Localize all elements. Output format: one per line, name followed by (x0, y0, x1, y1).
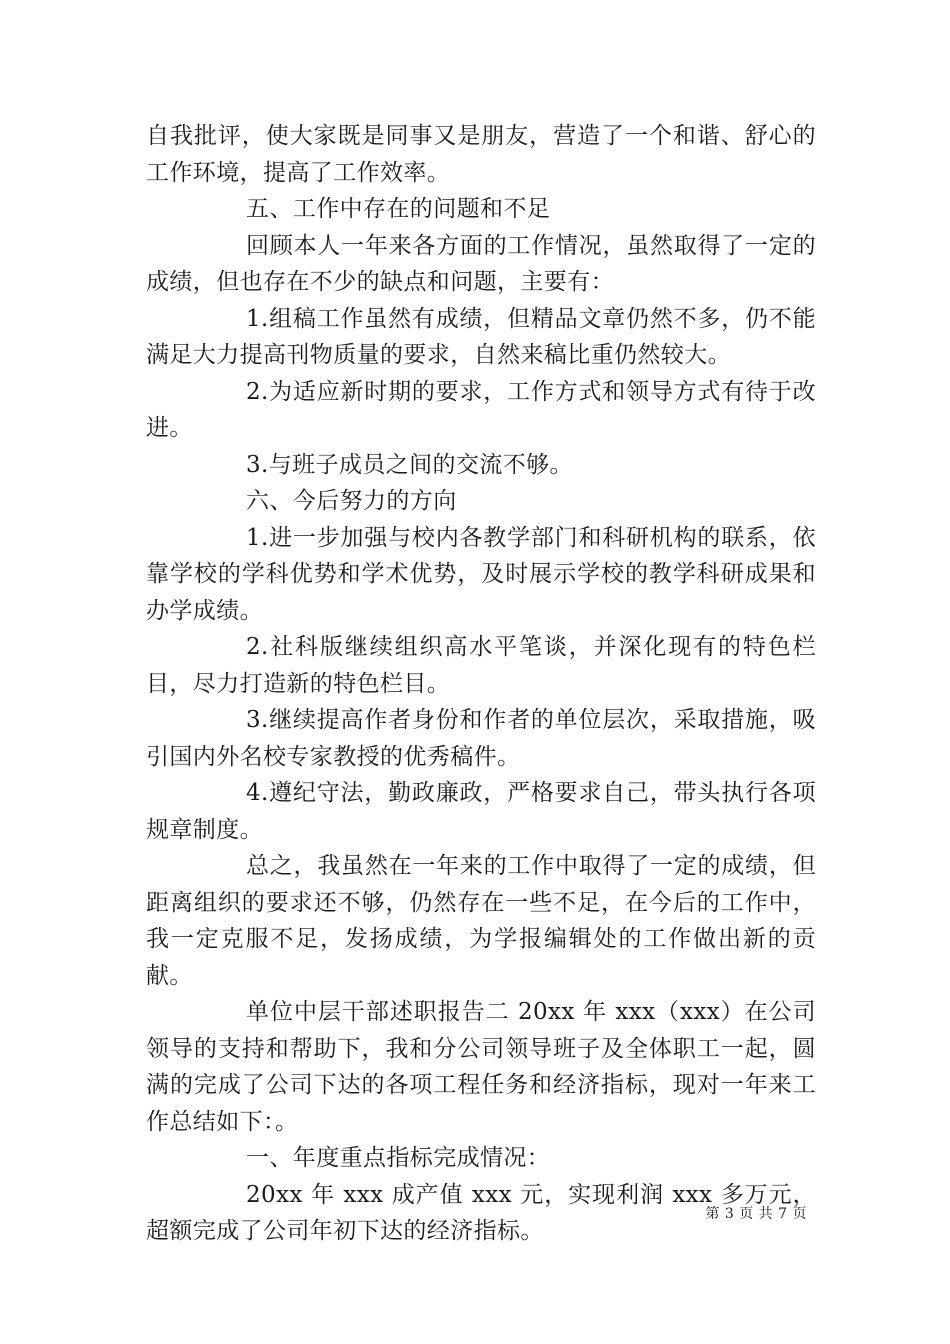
paragraph: 20xx 年 xxx 成产值 xxx 元，实现利润 xxx 多万元，超额完成了公司年初下达的经济指标。 (146, 1181, 816, 1244)
paragraph: 自我批评，使大家既是同事又是朋友，营造了一个和谐、舒心的工作环境，提高了工作效率。 (146, 123, 816, 186)
section-heading: 一、年度重点指标完成情况： (246, 1145, 551, 1171)
paragraph: 单位中层干部述职报告二 20xx 年 xxx（xxx）在公司领导的支持和帮助下，我和分公司领导班子及全体职工一起，圆满的完成了公司下达的各项工程任务和经济指标，现对一年来工作总结如下：。 (146, 999, 816, 1135)
paragraph: 总之，我虽然在一年来的工作中取得了一定的成绩，但距离组织的要求还不够，仍然存在一些不足，在今后的工作中，我一定克服不足，发扬成绩，为学报编辑处的工作做出新的贡献。 (146, 853, 816, 989)
list-item: 4.遵纪守法，勤政廉政，严格要求自己，带头执行各项规章制度。 (146, 780, 816, 843)
list-item: 1.组稿工作虽然有成绩，但精品文章仍然不多，仍不能满足大力提高刊物质量的要求，自然来稿比重仍然较大。 (146, 305, 816, 368)
list-item: 2.社科版继续组织高水平笔谈，并深化现有的特色栏目，尽力打造新的特色栏目。 (146, 634, 816, 697)
section-heading: 五、工作中存在的问题和不足 (246, 196, 551, 222)
section-heading: 六、今后努力的方向 (246, 488, 457, 514)
document-body (146, 118, 816, 1250)
list-item: 1.进一步加强与校内各教学部门和科研机构的联系，依靠学校的学科优势和学术优势，及时展示学校的教学科研成果和办学成绩。 (146, 524, 816, 624)
list-item: 3.与班子成员之间的交流不够。 (246, 451, 573, 478)
list-item: 3.继续提高作者身份和作者的单位层次，采取措施，吸引国内外名校专家教授的优秀稿件。 (146, 707, 816, 770)
list-item: 2.为适应新时期的要求，工作方式和领导方式有待于改进。 (146, 378, 816, 441)
page-number: 第 3 页 共 7 页 (705, 1206, 807, 1222)
paragraph: 回顾本人一年来各方面的工作情况，虽然取得了一定的成绩，但也存在不少的缺点和问题，主要有： (146, 232, 816, 295)
